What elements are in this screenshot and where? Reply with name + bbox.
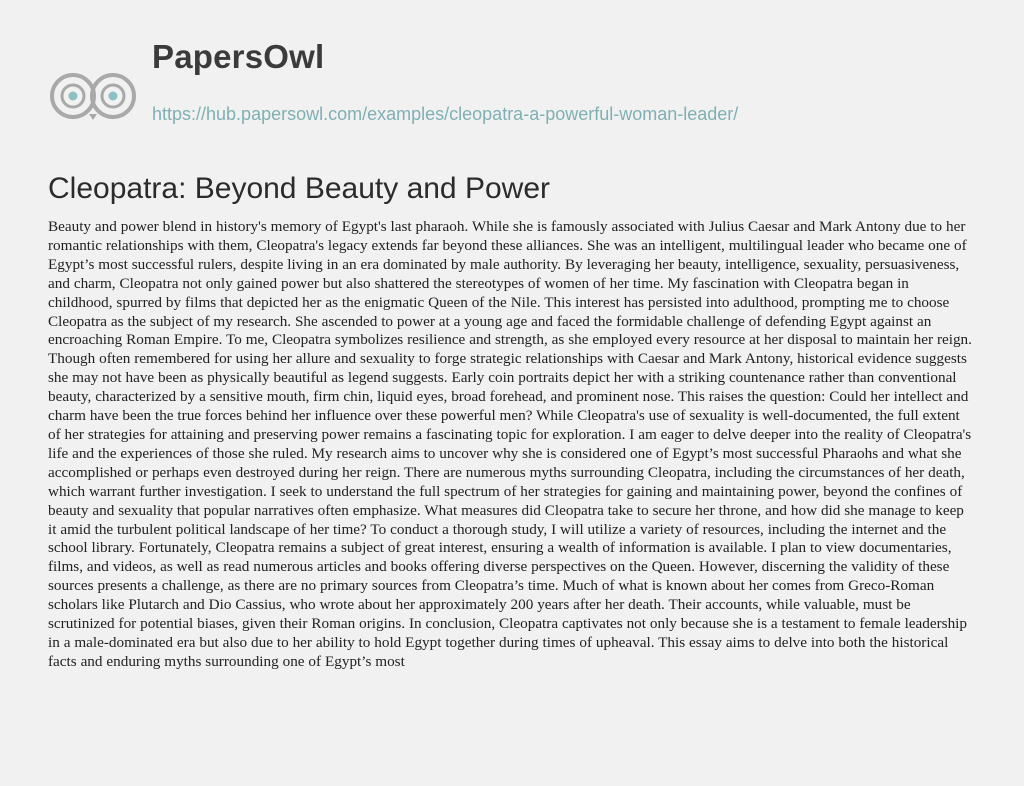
source-url-link[interactable]: https://hub.papersowl.com/examples/cleopatra-a-powerful-woman-leader/ (152, 104, 739, 124)
document-body: Beauty and power blend in history's memory of Egypt's last pharaoh. While she is famously associated with Julius Caesar and Mark Antony due to her romantic relationships with them, Cleopatra's legacy extends far beyond these alliances. She was an intelligent, multilingual leader who became one of Egypt’s most successful rulers, despite living in an era dominated by male authority. By leveraging her beauty, intelligence, sexuality, persuasiveness, and charm, Cleopatra not only gained power but also shattered the stereotypes of women of her time. My fascination with Cleopatra began in childhood, spurred by films that depicted her as the enigmatic Queen of the Nile. This interest has persisted into adulthood, prompting me to choose Cleopatra as the subject of my research. She ascended to power at a young age and faced the formidable challenge of defending Egypt against an encroaching Roman Empire. To me, Cleopatra symbolizes resilience and strength, as she employed every resource at her disposal to maintain her reign. Though often remembered for using her allure and sexuality to forge strategic relationships with Caesar and Mark Antony, historical evidence suggests she may not have been as physically beautiful as legend suggests. Early coin portraits depict her with a striking countenance rather than conventional beauty, characterized by a sensitive mouth, firm chin, liquid eyes, broad forehead, and prominent nose. This raises the question: Could her intellect and charm have been the true forces behind her influence over these powerful men? While Cleopatra's use of sexuality is well-documented, the full extent of her strategies for attaining and preserving power remains a fascinating topic for exploration. I am eager to delve deeper into the reality of Cleopatra's life and the experiences of those she ruled. My research aims to uncover why she is considered one of Egypt’s most successful Pharaohs and what she accomplished or perhaps even destroyed during her reign. There are numerous myths surrounding Cleopatra, including the circumstances of her death, which warrant further investigation. I seek to understand the full spectrum of her strategies for gaining and maintaining power, beyond the confines of beauty and sexuality that popular narratives often emphasize. What measures did Cleopatra take to secure her throne, and how did she manage to keep it amid the turbulent political landscape of her time? To conduct a thorough study, I will utilize a variety of resources, including the internet and the school library. Fortunately, Cleopatra remains a subject of great interest, ensuring a wealth of information is available. I plan to view documentaries, films, and videos, as well as read numerous articles and books offering diverse perspectives on the Queen. However, discerning the validity of these sources presents a challenge, as there are no primary sources from Cleopatra’s time. Much of what is known about her comes from Greco-Roman scholars like Plutarch and Dio Cassius, who wrote about her approximately 200 years after her death. Their accounts, while valuable, must be scrutinized for potential biases, given their Roman origins. In conclusion, Cleopatra captivates not only because she is a testament to female leadership in a male-dominated era but also due to her ability to hold Egypt together during times of upheaval. This essay aims to delve into both the historical facts and enduring myths surrounding one of Egypt’s most (48, 218, 972, 670)
site-header (48, 38, 988, 138)
owl-eyes-icon[interactable] (48, 58, 138, 148)
brand-name[interactable]: PapersOwl (152, 38, 325, 75)
document-title: Cleopatra: Beyond Beauty and Power (48, 172, 550, 205)
